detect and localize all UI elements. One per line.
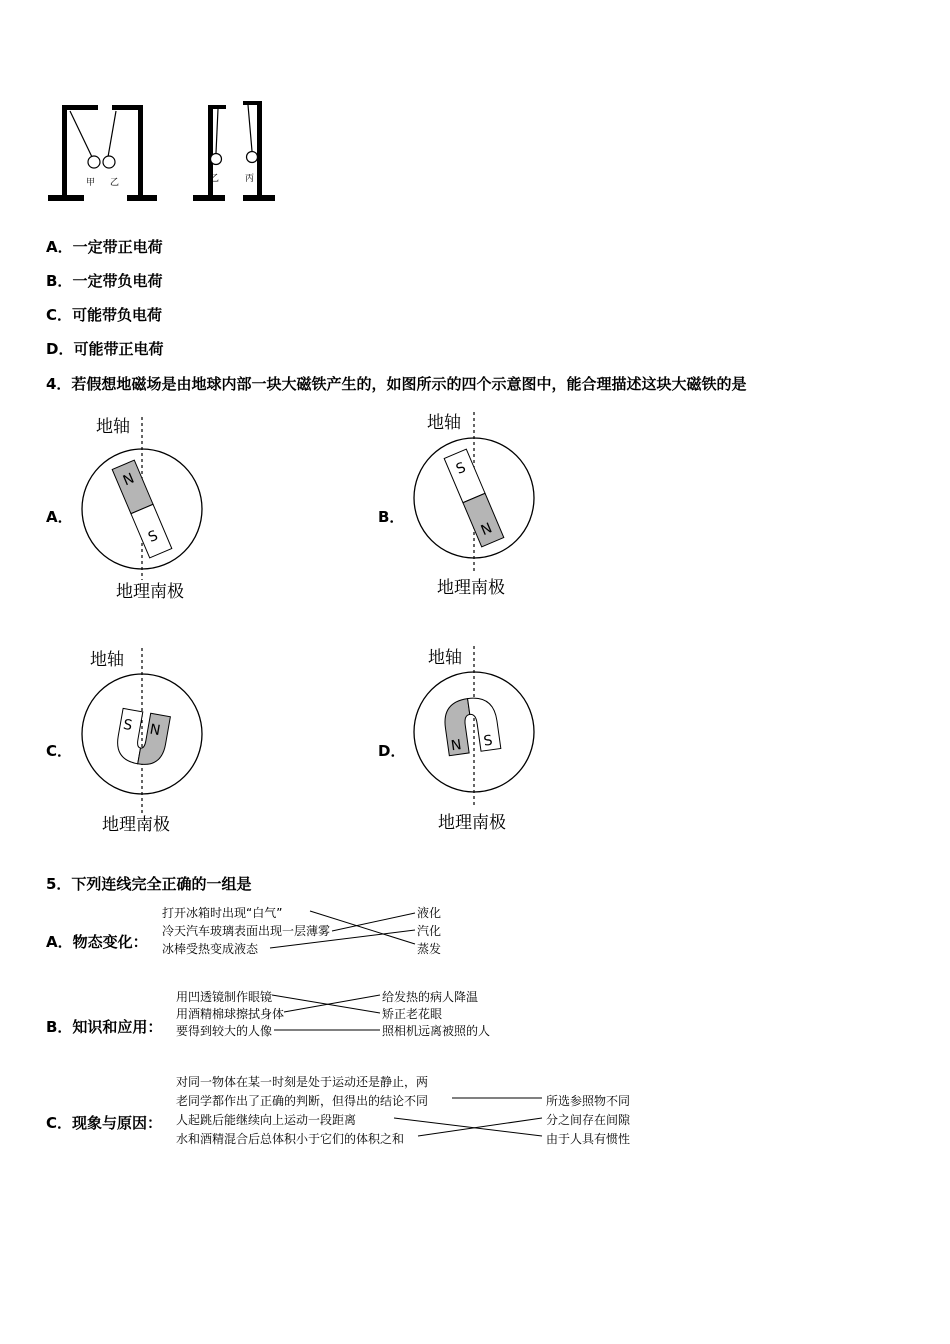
south-pole-letter: S (145, 527, 161, 546)
axis-label-c: 地轴 (90, 650, 124, 670)
option-key: A． (46, 238, 73, 256)
option-key: D． (46, 340, 74, 358)
q5a-left-2: 冷天汽车玻璃表面出现一层薄雾 (162, 924, 331, 938)
option-key: B． (46, 272, 73, 290)
q4-option-a-label[interactable]: A． (46, 508, 73, 526)
q4-stem: 4．若假想地磁场是由地球内部一块大磁铁产生的，如图所示的四个示意图中，能合理描述这块大磁铁的是 (46, 375, 747, 393)
q5c-right-1: 所选参照物不同 (546, 1094, 631, 1108)
pendulum-figure (40, 95, 285, 210)
axis-label-a: 地轴 (96, 417, 130, 437)
ball-label-yi: 乙 (110, 178, 120, 188)
q5-option-c-label[interactable]: C．现象与原因： (46, 1114, 163, 1132)
q5-option-a-label[interactable]: A．物态变化： (46, 933, 148, 951)
south-pole-letter: S (482, 732, 494, 750)
north-pole-letter: N (478, 520, 495, 540)
q4-diagram-a[interactable] (78, 415, 208, 580)
q4-option-d-label[interactable]: D． (378, 742, 406, 760)
q5c-left-1: 对同一物体在某一时刻是处于运动还是静止，两 (176, 1075, 429, 1089)
pole-label-c: 地理南极 (102, 815, 170, 835)
q3-option-d[interactable] (46, 338, 163, 359)
q3-option-c[interactable] (46, 304, 162, 325)
left-stand (48, 105, 157, 201)
q5a-left-3: 冰棒受热变成液态 (162, 942, 259, 956)
option-text: 可能带负电荷 (72, 306, 163, 324)
pole-label-a: 地理南极 (116, 582, 184, 602)
q5c-right-2: 分之间存在间隙 (546, 1113, 631, 1127)
q5b-left-3: 要得到较大的人像 (176, 1024, 273, 1038)
u-magnet (442, 695, 501, 756)
q5b-left-2: 用酒精棉球擦拭身体 (176, 1007, 285, 1021)
ball-label-bing: 丙 (245, 174, 255, 184)
q5b-connector-lines (268, 985, 388, 1035)
q5b-right-1: 给发热的病人降温 (382, 990, 479, 1004)
ball-label-yi-2: 乙 (210, 174, 220, 184)
q4-option-b-label[interactable]: B． (378, 508, 405, 526)
q5a-left-1: 打开冰箱时出现“白气” (162, 906, 283, 920)
q5-option-b-label[interactable]: B．知识和应用： (46, 1018, 163, 1036)
axis-label-b: 地轴 (427, 413, 461, 433)
q5a-right-3: 蒸发 (417, 942, 442, 956)
option-text: 一定带负电荷 (72, 272, 163, 290)
q5b-left-1: 用凹透镜制作眼镜 (176, 990, 273, 1004)
q4-diagram-b[interactable] (410, 412, 540, 577)
q4-option-c-label[interactable]: C． (46, 742, 73, 760)
q5c-left-2: 老同学都作出了正确的判断，但得出的结论不同 (176, 1094, 429, 1108)
pole-label-b: 地理南极 (437, 578, 505, 598)
q5c-left-4: 水和酒精混合后总体积小于它们的体积之和 (176, 1132, 405, 1146)
q5a-right-2: 汽化 (417, 924, 442, 938)
q5b-right-2: 矫正老花眼 (382, 1007, 443, 1021)
q5-stem: 5．下列连线完全正确的一组是 (46, 875, 252, 893)
q5c-left-3: 人起跳后能继续向上运动一段距离 (176, 1113, 357, 1127)
q3-option-b[interactable] (46, 270, 162, 291)
ball-label-jia: 甲 (86, 178, 96, 188)
q5c-right-3: 由于人具有惯性 (546, 1132, 631, 1146)
right-stand (193, 101, 275, 201)
q5c-connector-lines (390, 1088, 550, 1148)
north-pole-letter: N (120, 470, 137, 490)
q3-option-a[interactable] (46, 236, 163, 257)
option-text: 一定带正电荷 (72, 238, 163, 256)
axis-label-d: 地轴 (428, 648, 462, 668)
q5a-connector-lines (260, 900, 420, 955)
q4-diagram-c[interactable] (78, 648, 208, 813)
pole-label-d: 地理南极 (438, 813, 506, 833)
q4-diagram-d[interactable] (410, 646, 540, 811)
south-pole-letter: S (121, 716, 134, 735)
q5b-right-3: 照相机远离被照的人 (382, 1024, 491, 1038)
north-pole-letter: N (148, 721, 162, 740)
north-pole-letter: N (449, 736, 463, 755)
option-text: 可能带正电荷 (73, 340, 164, 358)
option-key: C． (46, 306, 73, 324)
q5a-right-1: 液化 (417, 906, 442, 920)
south-pole-letter: S (453, 459, 469, 478)
